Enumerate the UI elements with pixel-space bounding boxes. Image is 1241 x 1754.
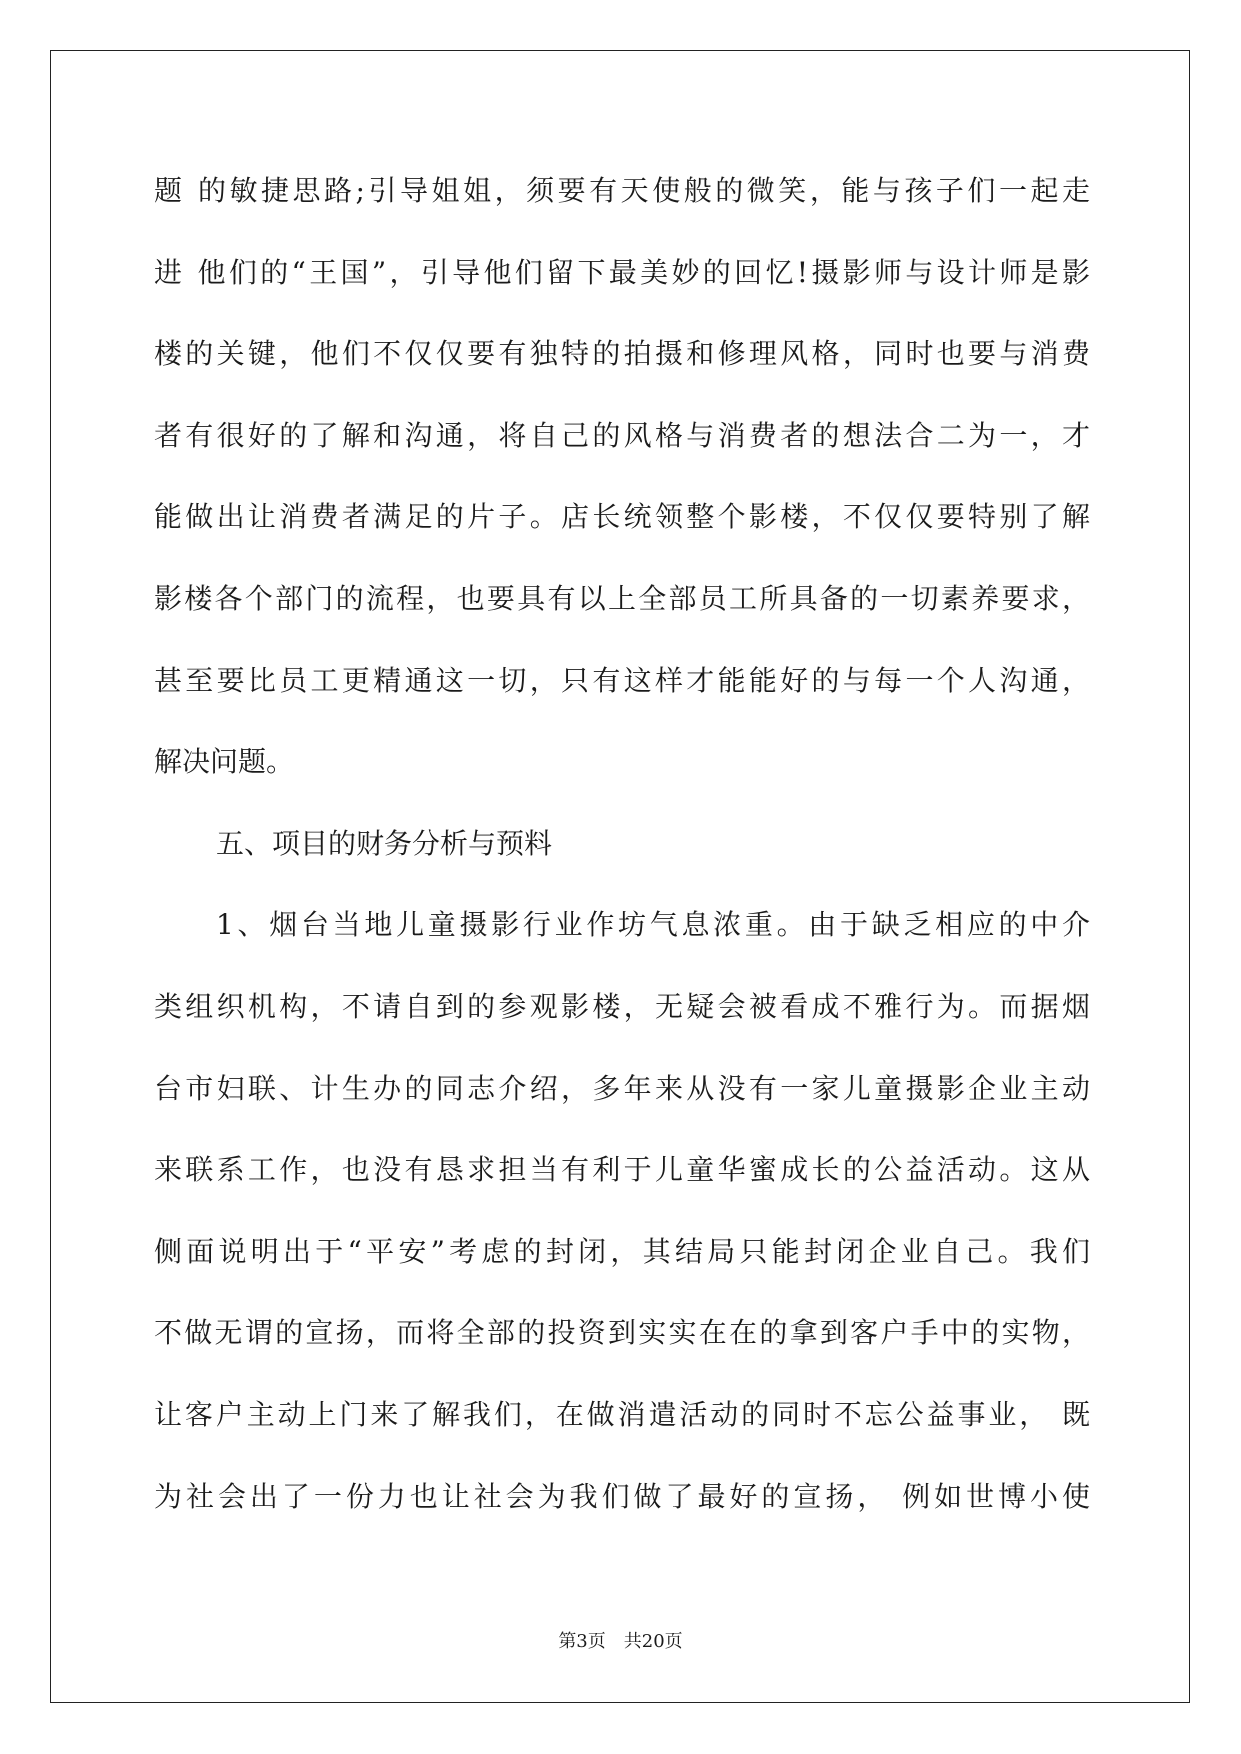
text-line: 1、烟台当地儿童摄影行业作坊气息浓重。由于缺乏相应的中介 [216, 908, 1090, 942]
text-line: 甚至要比员工更精通这一切，只有这样才能能好的与每一个人沟通， [154, 663, 1090, 697]
text-line: 解决问题。 [154, 745, 295, 779]
text-line: 侧面说明出于“平安”考虑的封闭，其结局只能封闭企业自己。我们 [154, 1234, 1090, 1268]
page-number: 第3页 [558, 1631, 606, 1652]
text-line: 来联系工作，也没有恳求担当有利于儿童华蜜成长的公益活动。这从 [154, 1153, 1090, 1187]
section-heading: 五、项目的财务分析与预料 [216, 826, 553, 860]
text-line: 类组织机构，不请自到的参观影楼，无疑会被看成不雅行为。而据烟 [154, 989, 1090, 1023]
text-line: 为社会出了一份力也让社会为我们做了最好的宣扬， 例如世博小使 [154, 1479, 1090, 1513]
text-line: 影楼各个部门的流程，也要具有以上全部员工所具备的一切素养要求， [154, 581, 1090, 615]
text-line: 题 的敏捷思路;引导姐姐，须要有天使般的微笑，能与孩子们一起走 [154, 174, 1090, 207]
body-text [154, 150, 1090, 1537]
text-line: 不做无谓的宣扬，而将全部的投资到实实在在的拿到客户手中的实物， [154, 1316, 1090, 1350]
text-line: 者有很好的了解和沟通，将自己的风格与消费者的想法合二为一，才 [154, 418, 1090, 452]
text-line: 台市妇联、计生办的同志介绍，多年来从没有一家儿童摄影企业主动 [154, 1071, 1090, 1105]
text-line: 能做出让消费者满足的片子。店长统领整个影楼，不仅仅要特别了解 [154, 500, 1090, 534]
text-line: 楼的关键，他们不仅仅要有独特的拍摄和修理风格，同时也要与消费 [154, 337, 1090, 371]
text-line: 让客户主动上门来了解我们，在做消遣活动的同时不忘公益事业， 既 [154, 1397, 1090, 1431]
page-total: 共20页 [623, 1631, 683, 1652]
page-footer [0, 1628, 1241, 1656]
text-line: 进 他们的“王国”，引导他们留下最美妙的回忆!摄影师与设计师是影 [154, 255, 1090, 289]
